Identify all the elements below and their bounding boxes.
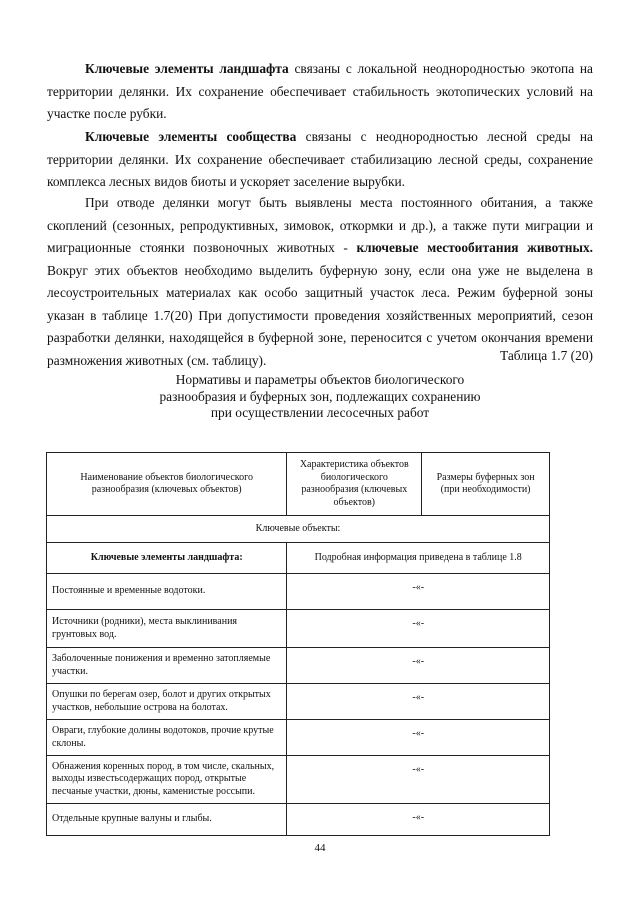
row-object-name: Отдельные крупные валуны и глыбы.: [47, 804, 287, 836]
table-title: Нормативы и параметры объектов биологического разнообразия и буферных зон, подлежащих сохранению при осуществлении лесосечных работ: [159, 372, 481, 420]
table-row: [47, 756, 550, 804]
paragraph-community: Ключевые элементы сообщества связаны с неоднородностью лесной среды на территории делянки. Их сохранение обеспечивает стабилизацию лесной среды, сохранение комплекса лесных видов биоты и ускоряет заселение вырубки.: [47, 129, 593, 189]
table-header-row: [47, 453, 550, 516]
row-ditto-mark: -«-: [287, 720, 550, 756]
table-row: [47, 720, 550, 756]
row-object-name: Заболоченные понижения и временно затопляемые участки.: [47, 648, 287, 684]
header-characteristic: Характеристика объектов биологического разнообразия (ключевых объектов): [287, 453, 422, 516]
term-key-habitats: ключевые местообитания животных.: [356, 240, 593, 255]
row-ditto-mark: -«-: [287, 610, 550, 648]
row-object-name: Постоянные и временные водотоки.: [47, 574, 287, 610]
row-object-name: Овраги, глубокие долины водотоков, прочие крутые склоны.: [47, 720, 287, 756]
term-landscape-elements: Ключевые элементы ландшафта: [85, 61, 289, 76]
section-row: [47, 516, 550, 543]
section-label: Ключевые объекты:: [47, 516, 550, 543]
table-row: [47, 684, 550, 720]
row-ditto-mark: -«-: [287, 684, 550, 720]
table-row: [47, 804, 550, 836]
group-row: [47, 543, 550, 574]
header-buffer-size: Размеры буферных зон (при необходимости): [422, 453, 550, 516]
row-ditto-mark: -«-: [287, 804, 550, 836]
biodiversity-norms-table: [46, 452, 550, 836]
term-community-elements: Ключевые элементы сообщества: [85, 129, 297, 144]
row-ditto-mark: -«-: [287, 756, 550, 804]
table-row: [47, 648, 550, 684]
row-object-name: Опушки по берегам озер, болот и других открытых участков, небольшие острова на болотах.: [47, 684, 287, 720]
row-ditto-mark: -«-: [287, 574, 550, 610]
table-caption: Таблица 1.7 (20): [500, 348, 593, 363]
group-note: Подробная информация приведена в таблице 1.8: [287, 543, 550, 574]
header-object-name: Наименование объектов биологического разнообразия (ключевых объектов): [47, 453, 287, 516]
paragraph-habitats: При отводе делянки могут быть выявлены места постоянного обитания, а также скоплений (сезонных, репродуктивных, зимовок, откормки и др.), а также пути миграции и миграционные стоянки позвоночных животных - ключевые местообитания животных. Вокруг этих объектов необходимо выделить буферную зону, если она уже не выделена в лесоустроительных материалах как особо защитный участок леса. Режим буферной зоны указан в таблице 1.7(20) При допустимости проведения хозяйственных мероприятий, сезон разработки делянки, находящейся в буферной зоне, переносится с учетом окончания времени размножения животных (см. таблицу).: [47, 195, 593, 368]
table-row: [47, 610, 550, 648]
row-ditto-mark: -«-: [287, 648, 550, 684]
row-object-name: Источники (родники), места выклинивания грунтовых вод.: [47, 610, 287, 648]
row-object-name: Обнажения коренных пород, в том числе, скальных, выходы известьсодержащих пород, открытые песчаные участки, дюны, каменистые россыпи.: [47, 756, 287, 804]
group-label: Ключевые элементы ландшафта:: [47, 543, 287, 574]
table-row: [47, 574, 550, 610]
page-number: 44: [314, 842, 326, 854]
paragraph-landscape: Ключевые элементы ландшафта связаны с локальной неоднородностью экотопа на территории делянки. Их сохранение обеспечивает стабильность экотопических условий на участке после рубки.: [47, 61, 593, 121]
